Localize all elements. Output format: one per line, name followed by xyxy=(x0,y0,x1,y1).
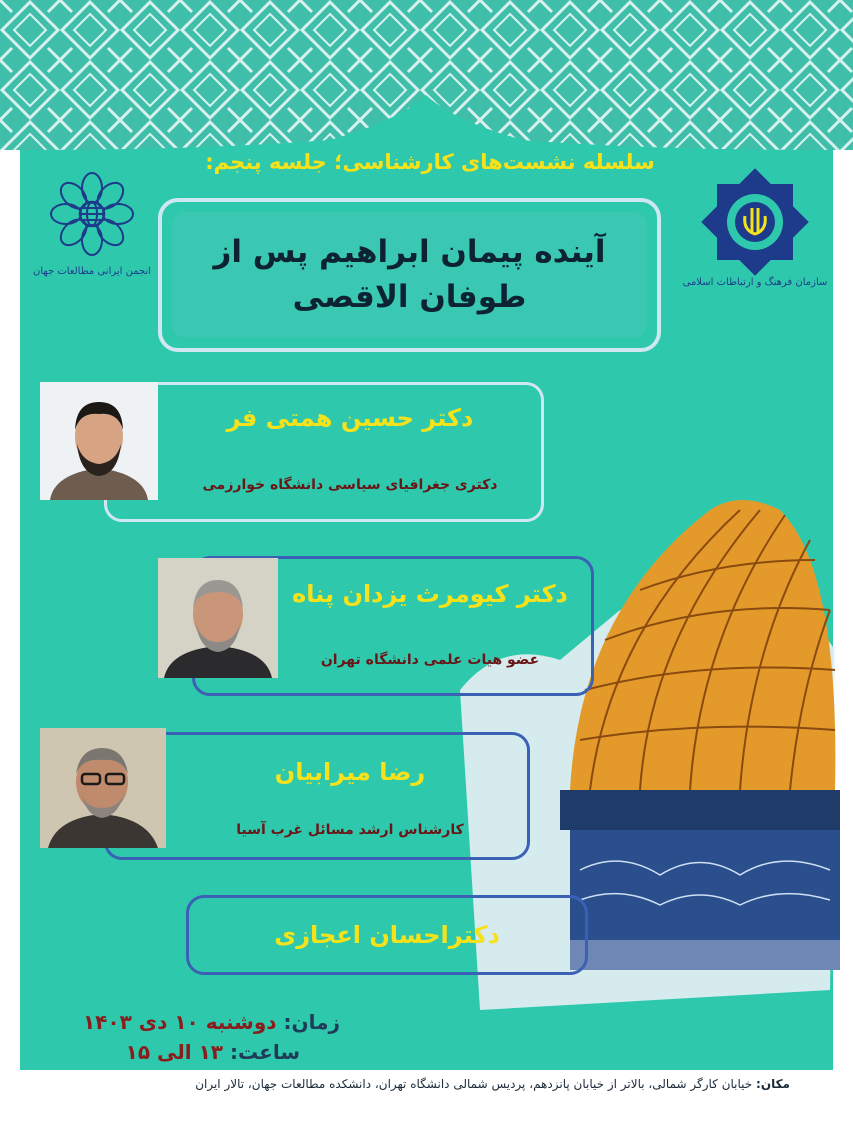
person-portrait-icon xyxy=(40,382,158,500)
speaker-2-description: عضو هیات علمی دانشگاه تهران xyxy=(320,652,540,668)
time-label: ساعت: xyxy=(229,1040,300,1064)
moderator-name: دکتراحسان اعجازی xyxy=(274,921,500,949)
location-label: مکان: xyxy=(756,1077,790,1091)
speaker-1-description: دکتری جغرافیای سیاسی دانشگاه خوارزمی xyxy=(202,477,498,493)
right-logo-caption: سازمان فرهنگ و ارتباطات اسلامی xyxy=(682,277,828,288)
speaker-3-photo xyxy=(40,728,166,848)
date-line xyxy=(40,1010,340,1034)
moderator-card xyxy=(186,895,588,975)
date-label: زمان: xyxy=(283,1010,340,1034)
time-value: ۱۳ الی ۱۵ xyxy=(125,1040,224,1064)
event-title-line-2: طوفان الاقصی xyxy=(292,279,527,315)
left-logo-caption: انجمن ایرانی مطالعات جهان xyxy=(32,266,152,277)
islamic-culture-organization-logo xyxy=(682,170,828,295)
title-panel xyxy=(172,212,647,338)
speaker-3-name: رضا میرابیان xyxy=(274,758,426,786)
event-title-line-1: آینده پیمان ابراهیم پس از xyxy=(213,234,606,271)
left-frame xyxy=(0,150,20,1137)
speaker-2-photo xyxy=(158,558,278,678)
series-title: سلسله نشست‌های کارشناسی؛ جلسه پنجم: xyxy=(205,150,655,174)
time-line xyxy=(40,1040,300,1064)
person-portrait-icon xyxy=(158,558,278,678)
speaker-2-name: دکتر کیومرث یزدان پناه xyxy=(292,580,568,608)
speaker-1-name: دکتر حسین همتی فر xyxy=(226,404,474,432)
speaker-1-photo xyxy=(40,382,158,500)
title-box xyxy=(158,198,661,352)
location-line xyxy=(80,1077,790,1091)
date-value: دوشنبه ۱۰ دی ۱۴۰۳ xyxy=(82,1010,277,1034)
speaker-3-card xyxy=(104,732,530,860)
iranian-world-studies-association-logo xyxy=(32,170,152,282)
speaker-1-card xyxy=(104,382,544,522)
person-portrait-icon xyxy=(40,728,166,848)
location-value: خیابان کارگر شمالی، بالاتر از خیابان پانزدهم، پردیس شمالی دانشگاه تهران، دانشکده مطالعات جهان، تالار ایران xyxy=(195,1077,753,1091)
speaker-3-description: کارشناس ارشد مسائل غرب آسیا xyxy=(236,822,464,838)
